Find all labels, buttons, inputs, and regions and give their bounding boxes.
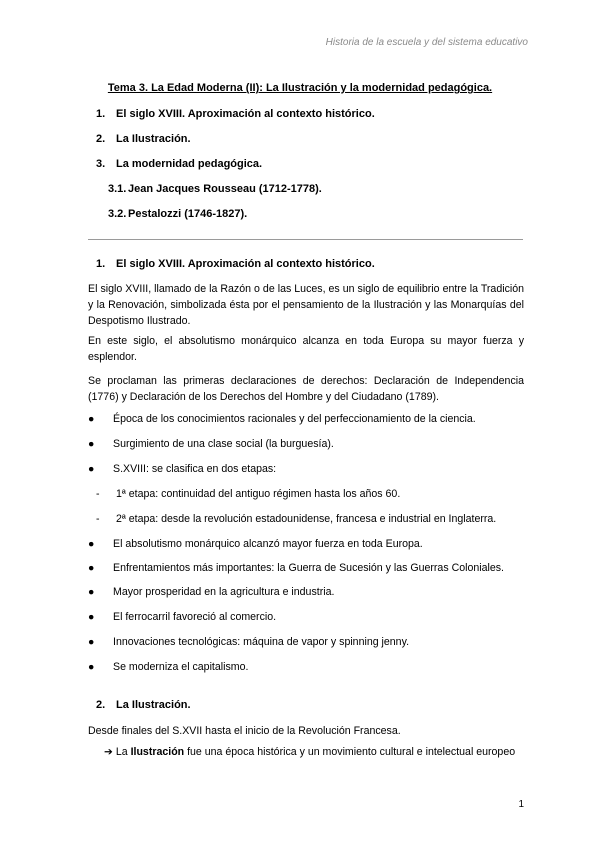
toc-item-2 xyxy=(96,133,191,145)
bullet-mark: ● xyxy=(88,661,95,673)
bullet-mark: ● xyxy=(88,538,95,550)
toc-item-label: La Ilustración. xyxy=(116,133,191,145)
toc-item-number: 1. xyxy=(96,108,106,120)
paragraph-siglo-xviii: El siglo XVIII, llamado de la Razón o de las Luces, es un siglo de equilibrio entre la Tradición y la Renovación, simbolizada ésta por el pensamiento de la Ilustración y las Monarquías del Despotismo Ilustrado. xyxy=(88,283,524,327)
toc-item-label: La modernidad pedagógica. xyxy=(116,158,263,170)
document-title: Tema 3. La Edad Moderna (II): La Ilustración y la modernidad pedagógica. xyxy=(107,82,493,94)
paragraph-ilustracion-periodo: Desde finales del S.XVII hasta el inicio de la Revolución Francesa. xyxy=(88,725,401,737)
list-item-text: Enfrentamientos más importantes: la Guerra de Sucesión y las Guerras Coloniales. xyxy=(113,562,504,574)
section-number: 2. xyxy=(96,699,106,711)
toc-subitem-number: 3.2. xyxy=(108,208,127,220)
list-item xyxy=(88,611,276,623)
list-item-text: Mayor prosperidad en la agricultura e industria. xyxy=(113,586,335,598)
section-number: 1. xyxy=(96,258,106,270)
toc-item-label: El siglo XVIII. Aproximación al contexto histórico. xyxy=(116,108,375,120)
list-item xyxy=(88,438,334,450)
dash-mark: - xyxy=(96,488,100,500)
toc-item-3 xyxy=(96,158,262,170)
arrow-item xyxy=(104,746,515,758)
list-item-text: Época de los conocimientos racionales y del perfeccionamiento de la ciencia. xyxy=(113,413,476,425)
toc-subitem-3-2 xyxy=(108,208,247,220)
sub-list-item xyxy=(96,513,496,525)
toc-item-number: 2. xyxy=(96,133,106,145)
bullet-mark: ● xyxy=(88,413,95,425)
bullet-mark: ● xyxy=(88,438,95,450)
section-1-heading xyxy=(96,258,375,270)
arrow-item-text: fue una época histórica y un movimiento cultural e intelectual europeo xyxy=(184,746,516,758)
list-item xyxy=(88,413,476,425)
sub-list-item-text: 1ª etapa: continuidad del antiguo régimen hasta los años 60. xyxy=(116,488,401,500)
list-item xyxy=(88,586,334,598)
bullet-mark: ● xyxy=(88,611,95,623)
list-item xyxy=(88,636,409,648)
paragraph-absolutismo: En este siglo, el absolutismo monárquico alcanza en toda Europa su mayor fuerza y esplendor. xyxy=(88,335,524,363)
section-title: El siglo XVIII. Aproximación al contexto histórico. xyxy=(116,258,375,270)
dash-mark: - xyxy=(96,513,100,525)
list-item-text: El absolutismo monárquico alcanzó mayor fuerza en toda Europa. xyxy=(113,538,423,550)
horizontal-divider xyxy=(88,239,523,240)
list-item-text: El ferrocarril favoreció al comercio. xyxy=(113,611,277,623)
bullet-mark: ● xyxy=(88,586,95,598)
list-item xyxy=(88,562,504,574)
running-header: Historia de la escuela y del sistema educativo xyxy=(325,37,528,48)
arrow-icon: ➔ xyxy=(104,746,113,758)
toc-subitem-label: Pestalozzi (1746-1827). xyxy=(128,208,248,220)
list-item xyxy=(88,538,423,550)
sub-list-item xyxy=(96,488,400,500)
list-item-text: Innovaciones tecnológicas: máquina de vapor y spinning jenny. xyxy=(113,636,410,648)
list-item-text: Se moderniza el capitalismo. xyxy=(113,661,249,673)
toc-item-number: 3. xyxy=(96,158,106,170)
toc-subitem-3-1 xyxy=(108,183,322,195)
arrow-item-prefix: La xyxy=(115,746,131,758)
list-item-text: Surgimiento de una clase social (la burguesía). xyxy=(113,438,334,450)
list-item-text: S.XVIII: se clasifica en dos etapas: xyxy=(113,463,277,475)
bullet-mark: ● xyxy=(88,463,95,475)
paragraph-declaraciones: Se proclaman las primeras declaraciones de derechos: Declaración de Independencia (1776) y Declaración de los Derechos del Hombre y del Ciudadano (1789). xyxy=(88,375,524,403)
toc-subitem-number: 3.1. xyxy=(108,183,127,195)
sub-list-item-text: 2ª etapa: desde la revolución estadounidense, francesa e industrial en Inglaterra. xyxy=(116,513,497,525)
bullet-mark: ● xyxy=(88,636,95,648)
page-number: 1 xyxy=(518,799,524,810)
list-item xyxy=(88,463,276,475)
toc-item-1 xyxy=(96,108,375,120)
section-title: La Ilustración. xyxy=(116,699,191,711)
section-2-heading xyxy=(96,699,191,711)
arrow-item-bold-term: Ilustración xyxy=(130,746,185,758)
list-item xyxy=(88,661,248,673)
toc-subitem-label: Jean Jacques Rousseau (1712-1778). xyxy=(128,183,322,195)
bullet-mark: ● xyxy=(88,562,95,574)
